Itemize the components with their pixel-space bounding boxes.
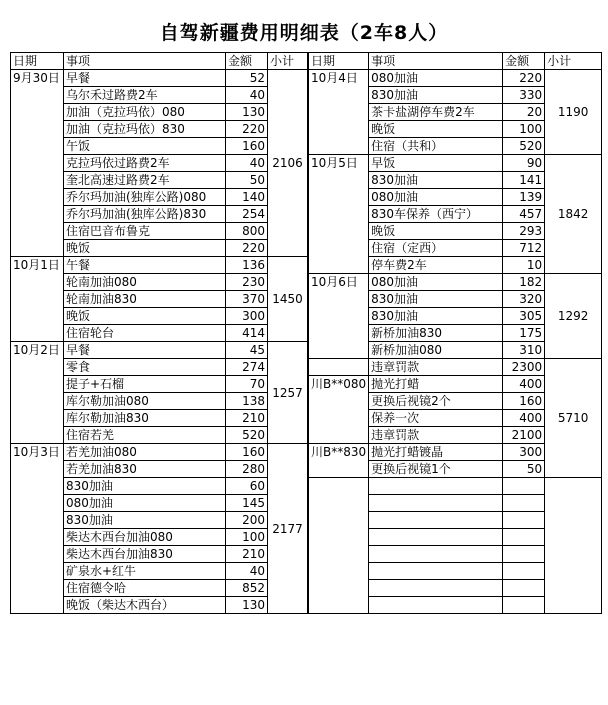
subtotal-cell: 1292 bbox=[545, 274, 602, 359]
amount-cell: 130 bbox=[226, 597, 268, 614]
item-cell: 克拉玛依过路费2车 bbox=[64, 155, 226, 172]
item-cell bbox=[369, 563, 503, 580]
item-cell: 080加油 bbox=[64, 495, 226, 512]
item-cell: 080加油 bbox=[369, 274, 503, 291]
item-cell: 轮南加油830 bbox=[64, 291, 226, 308]
item-cell: 若羌加油080 bbox=[64, 444, 226, 461]
amount-cell: 20 bbox=[503, 104, 545, 121]
item-cell: 早餐 bbox=[64, 70, 226, 87]
header-row bbox=[309, 53, 602, 70]
amount-cell: 160 bbox=[226, 444, 268, 461]
amount-cell: 220 bbox=[226, 121, 268, 138]
amount-cell: 330 bbox=[503, 87, 545, 104]
amount-cell bbox=[503, 580, 545, 597]
amount-cell: 220 bbox=[226, 240, 268, 257]
date-cell: 10月1日 bbox=[11, 257, 64, 342]
amount-cell: 45 bbox=[226, 342, 268, 359]
item-cell: 抛光打蜡镀晶 bbox=[369, 444, 503, 461]
expense-table-left bbox=[10, 52, 308, 614]
amount-cell: 414 bbox=[226, 325, 268, 342]
item-cell: 更换后视镜1个 bbox=[369, 461, 503, 478]
header-amount: 金额 bbox=[226, 53, 268, 70]
date-cell: 9月30日 bbox=[11, 70, 64, 257]
amount-cell: 100 bbox=[503, 121, 545, 138]
item-cell bbox=[369, 546, 503, 563]
item-cell bbox=[369, 529, 503, 546]
item-cell: 早餐 bbox=[64, 342, 226, 359]
item-cell: 柴达木西台加油830 bbox=[64, 546, 226, 563]
amount-cell: 300 bbox=[226, 308, 268, 325]
item-cell: 矿泉水+红牛 bbox=[64, 563, 226, 580]
item-cell: 加油（克拉玛依）830 bbox=[64, 121, 226, 138]
item-cell: 茶卡盐湖停车费2车 bbox=[369, 104, 503, 121]
item-cell: 抛光打蜡 bbox=[369, 376, 503, 393]
item-cell: 加油（克拉玛依）080 bbox=[64, 104, 226, 121]
page-title: 自驾新疆费用明细表（2车8人） bbox=[159, 22, 449, 44]
item-cell: 住宿德令哈 bbox=[64, 580, 226, 597]
table-row bbox=[11, 444, 308, 461]
amount-cell: 139 bbox=[503, 189, 545, 206]
item-cell: 住宿巴音布鲁克 bbox=[64, 223, 226, 240]
amount-cell: 50 bbox=[503, 461, 545, 478]
amount-cell: 300 bbox=[503, 444, 545, 461]
header-date: 日期 bbox=[309, 53, 369, 70]
amount-cell: 40 bbox=[226, 155, 268, 172]
item-cell bbox=[369, 478, 503, 495]
item-cell: 830加油 bbox=[64, 512, 226, 529]
header-item: 事项 bbox=[369, 53, 503, 70]
table-row bbox=[309, 70, 602, 87]
amount-cell bbox=[503, 495, 545, 512]
amount-cell: 293 bbox=[503, 223, 545, 240]
header-date: 日期 bbox=[11, 53, 64, 70]
subtotal-cell: 1450 bbox=[268, 257, 308, 342]
table-row bbox=[309, 155, 602, 172]
amount-cell: 274 bbox=[226, 359, 268, 376]
item-cell: 080加油 bbox=[369, 70, 503, 87]
item-cell: 晚饭（柴达木西台） bbox=[64, 597, 226, 614]
expense-table-right bbox=[308, 52, 602, 614]
amount-cell: 210 bbox=[226, 410, 268, 427]
amount-cell: 141 bbox=[503, 172, 545, 189]
subtotal-cell: 1257 bbox=[268, 342, 308, 444]
amount-cell: 10 bbox=[503, 257, 545, 274]
amount-cell: 160 bbox=[226, 138, 268, 155]
item-cell: 住宿若羌 bbox=[64, 427, 226, 444]
item-cell: 轮南加油080 bbox=[64, 274, 226, 291]
amount-cell: 457 bbox=[503, 206, 545, 223]
amount-cell: 90 bbox=[503, 155, 545, 172]
item-cell: 晚饭 bbox=[369, 121, 503, 138]
date-cell: 10月6日 bbox=[309, 274, 369, 359]
item-cell: 柴达木西台加油080 bbox=[64, 529, 226, 546]
subtotal-cell: 5710 bbox=[545, 359, 602, 478]
amount-cell: 400 bbox=[503, 376, 545, 393]
item-cell: 晚饭 bbox=[64, 240, 226, 257]
subtotal-cell: 1190 bbox=[545, 70, 602, 155]
subtotal-cell: 1842 bbox=[545, 155, 602, 274]
item-cell: 停车费2车 bbox=[369, 257, 503, 274]
amount-cell: 40 bbox=[226, 87, 268, 104]
item-cell bbox=[369, 495, 503, 512]
date-cell: 10月5日 bbox=[309, 155, 369, 274]
item-cell: 新桥加油080 bbox=[369, 342, 503, 359]
item-cell: 080加油 bbox=[369, 189, 503, 206]
item-cell: 零食 bbox=[64, 359, 226, 376]
item-cell: 若羌加油830 bbox=[64, 461, 226, 478]
item-cell: 奎北高速过路费2车 bbox=[64, 172, 226, 189]
amount-cell: 310 bbox=[503, 342, 545, 359]
item-cell: 库尔勒加油080 bbox=[64, 393, 226, 410]
date-cell bbox=[309, 478, 369, 614]
amount-cell bbox=[503, 529, 545, 546]
amount-cell bbox=[503, 597, 545, 614]
amount-cell: 370 bbox=[226, 291, 268, 308]
amount-cell: 52 bbox=[226, 70, 268, 87]
amount-cell: 2300 bbox=[503, 359, 545, 376]
table-row bbox=[11, 70, 308, 87]
amount-cell: 200 bbox=[226, 512, 268, 529]
amount-cell: 400 bbox=[503, 410, 545, 427]
amount-cell: 145 bbox=[226, 495, 268, 512]
amount-cell: 305 bbox=[503, 308, 545, 325]
amount-cell bbox=[503, 563, 545, 580]
item-cell: 更换后视镜2个 bbox=[369, 393, 503, 410]
amount-cell: 70 bbox=[226, 376, 268, 393]
date-cell: 川B**080 bbox=[309, 376, 369, 444]
table-row bbox=[309, 359, 602, 376]
item-cell: 乔尔玛加油(独库公路)080 bbox=[64, 189, 226, 206]
amount-cell: 40 bbox=[226, 563, 268, 580]
table-row bbox=[11, 342, 308, 359]
amount-cell: 210 bbox=[226, 546, 268, 563]
header-item: 事项 bbox=[64, 53, 226, 70]
item-cell: 住宿（定西） bbox=[369, 240, 503, 257]
item-cell: 830加油 bbox=[369, 172, 503, 189]
item-cell: 违章罚款 bbox=[369, 359, 503, 376]
item-cell: 住宿轮台 bbox=[64, 325, 226, 342]
item-cell: 库尔勒加油830 bbox=[64, 410, 226, 427]
item-cell bbox=[369, 597, 503, 614]
item-cell: 830车保养（西宁） bbox=[369, 206, 503, 223]
table-row bbox=[309, 478, 602, 495]
amount-cell: 136 bbox=[226, 257, 268, 274]
amount-cell bbox=[503, 512, 545, 529]
item-cell: 乌尔禾过路费2车 bbox=[64, 87, 226, 104]
item-cell: 830加油 bbox=[64, 478, 226, 495]
item-cell: 保养一次 bbox=[369, 410, 503, 427]
date-cell bbox=[309, 359, 369, 376]
amount-cell: 280 bbox=[226, 461, 268, 478]
amount-cell: 60 bbox=[226, 478, 268, 495]
item-cell: 830加油 bbox=[369, 291, 503, 308]
amount-cell: 520 bbox=[226, 427, 268, 444]
item-cell: 午餐 bbox=[64, 257, 226, 274]
item-cell: 乔尔玛加油(独库公路)830 bbox=[64, 206, 226, 223]
amount-cell: 220 bbox=[503, 70, 545, 87]
amount-cell bbox=[503, 546, 545, 563]
amount-cell: 230 bbox=[226, 274, 268, 291]
amount-cell: 138 bbox=[226, 393, 268, 410]
item-cell bbox=[369, 512, 503, 529]
amount-cell bbox=[503, 478, 545, 495]
amount-cell: 2100 bbox=[503, 427, 545, 444]
amount-cell: 50 bbox=[226, 172, 268, 189]
subtotal-cell: 2177 bbox=[268, 444, 308, 614]
item-cell: 晚饭 bbox=[64, 308, 226, 325]
amount-cell: 712 bbox=[503, 240, 545, 257]
amount-cell: 254 bbox=[226, 206, 268, 223]
amount-cell: 520 bbox=[503, 138, 545, 155]
header-amount: 金额 bbox=[503, 53, 545, 70]
amount-cell: 100 bbox=[226, 529, 268, 546]
item-cell: 新桥加油830 bbox=[369, 325, 503, 342]
item-cell bbox=[369, 580, 503, 597]
amount-cell: 175 bbox=[503, 325, 545, 342]
subtotal-cell bbox=[545, 478, 602, 614]
item-cell: 提子+石榴 bbox=[64, 376, 226, 393]
item-cell: 违章罚款 bbox=[369, 427, 503, 444]
date-cell: 10月3日 bbox=[11, 444, 64, 614]
amount-cell: 800 bbox=[226, 223, 268, 240]
amount-cell: 852 bbox=[226, 580, 268, 597]
amount-cell: 140 bbox=[226, 189, 268, 206]
item-cell: 晚饭 bbox=[369, 223, 503, 240]
header-subtotal: 小计 bbox=[545, 53, 602, 70]
item-cell: 830加油 bbox=[369, 308, 503, 325]
amount-cell: 160 bbox=[503, 393, 545, 410]
header-row bbox=[11, 53, 308, 70]
amount-cell: 320 bbox=[503, 291, 545, 308]
table-row bbox=[309, 274, 602, 291]
subtotal-cell: 2106 bbox=[268, 70, 308, 257]
amount-cell: 130 bbox=[226, 104, 268, 121]
table-row bbox=[11, 257, 308, 274]
header-subtotal: 小计 bbox=[268, 53, 308, 70]
date-cell: 10月4日 bbox=[309, 70, 369, 155]
date-cell: 10月2日 bbox=[11, 342, 64, 444]
item-cell: 住宿（共和） bbox=[369, 138, 503, 155]
item-cell: 早饭 bbox=[369, 155, 503, 172]
amount-cell: 182 bbox=[503, 274, 545, 291]
date-cell: 川B**830 bbox=[309, 444, 369, 478]
item-cell: 830加油 bbox=[369, 87, 503, 104]
item-cell: 午饭 bbox=[64, 138, 226, 155]
